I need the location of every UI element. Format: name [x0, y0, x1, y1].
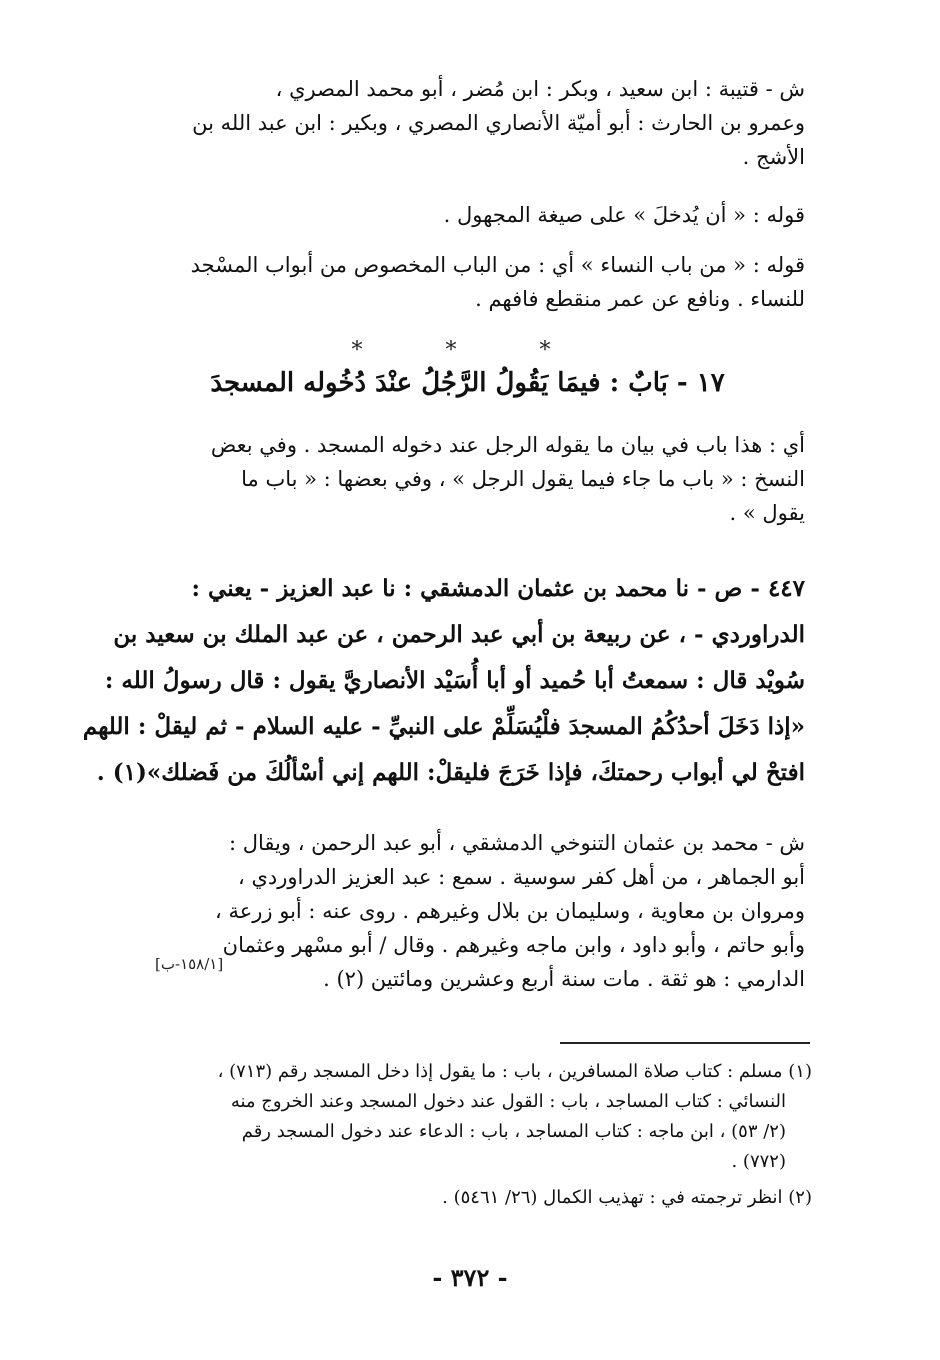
text-line: ٤٤٧ - ص - نا محمد بن عثمان الدمشقي : نا عبد العزيز - يعني :	[191, 575, 805, 602]
text-line: ش - قتيبة : ابن سعيد ، وبكر : ابن مُضر ، أبو محمد المصري ،	[275, 77, 805, 101]
commentary-paragraph-4	[130, 428, 805, 530]
page-number: - ٣٧٢ -	[432, 1263, 508, 1292]
commentary-paragraph-3	[130, 248, 805, 316]
text-line: سُويْد قال : سمعتُ أبا حُميد أو أبا أُسَيْد الأنصاريَّ يقول : قال رسولُ الله :	[104, 667, 805, 694]
text-line: الدراوردي - ، عن ربيعة بن أبي عبد الرحمن ، عن عبد الملك بن سعيد بن	[113, 621, 805, 648]
footnote-line: النسائي : كتاب المساجد ، باب : القول عند دخول المسجد وعند الخروج منه	[230, 1091, 786, 1112]
text-line: يقول » .	[729, 501, 805, 525]
text-line: الدارمي : هو ثقة . مات سنة أربع وعشرين ومائتين (٢) .	[323, 967, 805, 991]
text-line: أي : هذا باب في بيان ما يقوله الرجل عند دخوله المسجد . وفي بعض	[210, 433, 805, 457]
footnote-line: (١) مسلم : كتاب صلاة المسافرين ، باب : ما يقول إذا دخل المسجد رقم (٧١٣) ،	[217, 1061, 812, 1082]
text-line: وأبو حاتم ، وأبو داود ، وابن ماجه وغيرهم . وقال / أبو مسْهر وعثمان	[222, 933, 805, 957]
text-line: ش - محمد بن عثمان التنوخي الدمشقي ، أبو عبد الرحمن ، ويقال :	[229, 831, 805, 855]
text-line: وعمرو بن الحارث : أبو أميّة الأنصاري المصري ، وبكير : ابن عبد الله بن	[192, 111, 805, 135]
text-line: للنساء . ونافع عن عمر منقطع فافهم .	[475, 287, 805, 311]
footnote-divider	[560, 1042, 810, 1044]
footnote-line: (٢/ ٥٣) ، ابن ماجه : كتاب المساجد ، باب : الدعاء عند دخول المسجد رقم	[241, 1121, 786, 1142]
text-line: الأشج .	[742, 145, 805, 169]
text-line: ومروان بن معاوية ، وسليمان بن بلال وغيرهم . روى عنه : أبو زرعة ،	[215, 899, 805, 923]
text-line: قوله : « أن يُدخلَ » على صيغة المجهول .	[443, 203, 805, 227]
section-separator-stars: * * *	[351, 338, 589, 363]
margin-folio-note: [١٥٨/١-ب]	[155, 955, 224, 973]
text-line: «إذا دَخَلَ أحدُكُمُ المسجدَ فلْيُسَلِّمْ على النبيِّ - عليه السلام - ثم ليقلْ : اللهم	[82, 713, 805, 740]
footnotes	[122, 1057, 812, 1213]
commentary-paragraph-2	[130, 198, 805, 232]
commentary-paragraph-1	[130, 72, 805, 174]
footnote-line: (٢) انظر ترجمته في : تهذيب الكمال (٢٦/ ٥٤٦١) .	[442, 1187, 812, 1208]
text-line: النسخ : « باب ما جاء فيما يقول الرجل » ، وفي بعضها : « باب ما	[241, 467, 805, 491]
text-line: أبو الجماهر ، من أهل كفر سوسية . سمع : عبد العزيز الدراوردي ،	[238, 865, 805, 889]
text-line: افتحْ لي أبواب رحمتكَ، فإذا خَرَجَ فليقلْ: اللهم إني أسْألُكَ من فَضلك»(١) .	[96, 759, 805, 786]
text-line: قوله : « من باب النساء » أي : من الباب المخصوص من أبواب المسْجد	[190, 253, 805, 277]
chapter-heading: ١٧ - بَابٌ : فيمَا يَقُولُ الرَّجُلُ عنْدَ دُخُوله المسجدَ	[210, 368, 725, 398]
footnote-line: (٧٧٢) .	[731, 1151, 786, 1172]
commentary-paragraph-5	[130, 826, 805, 996]
hadith-text	[82, 566, 805, 796]
